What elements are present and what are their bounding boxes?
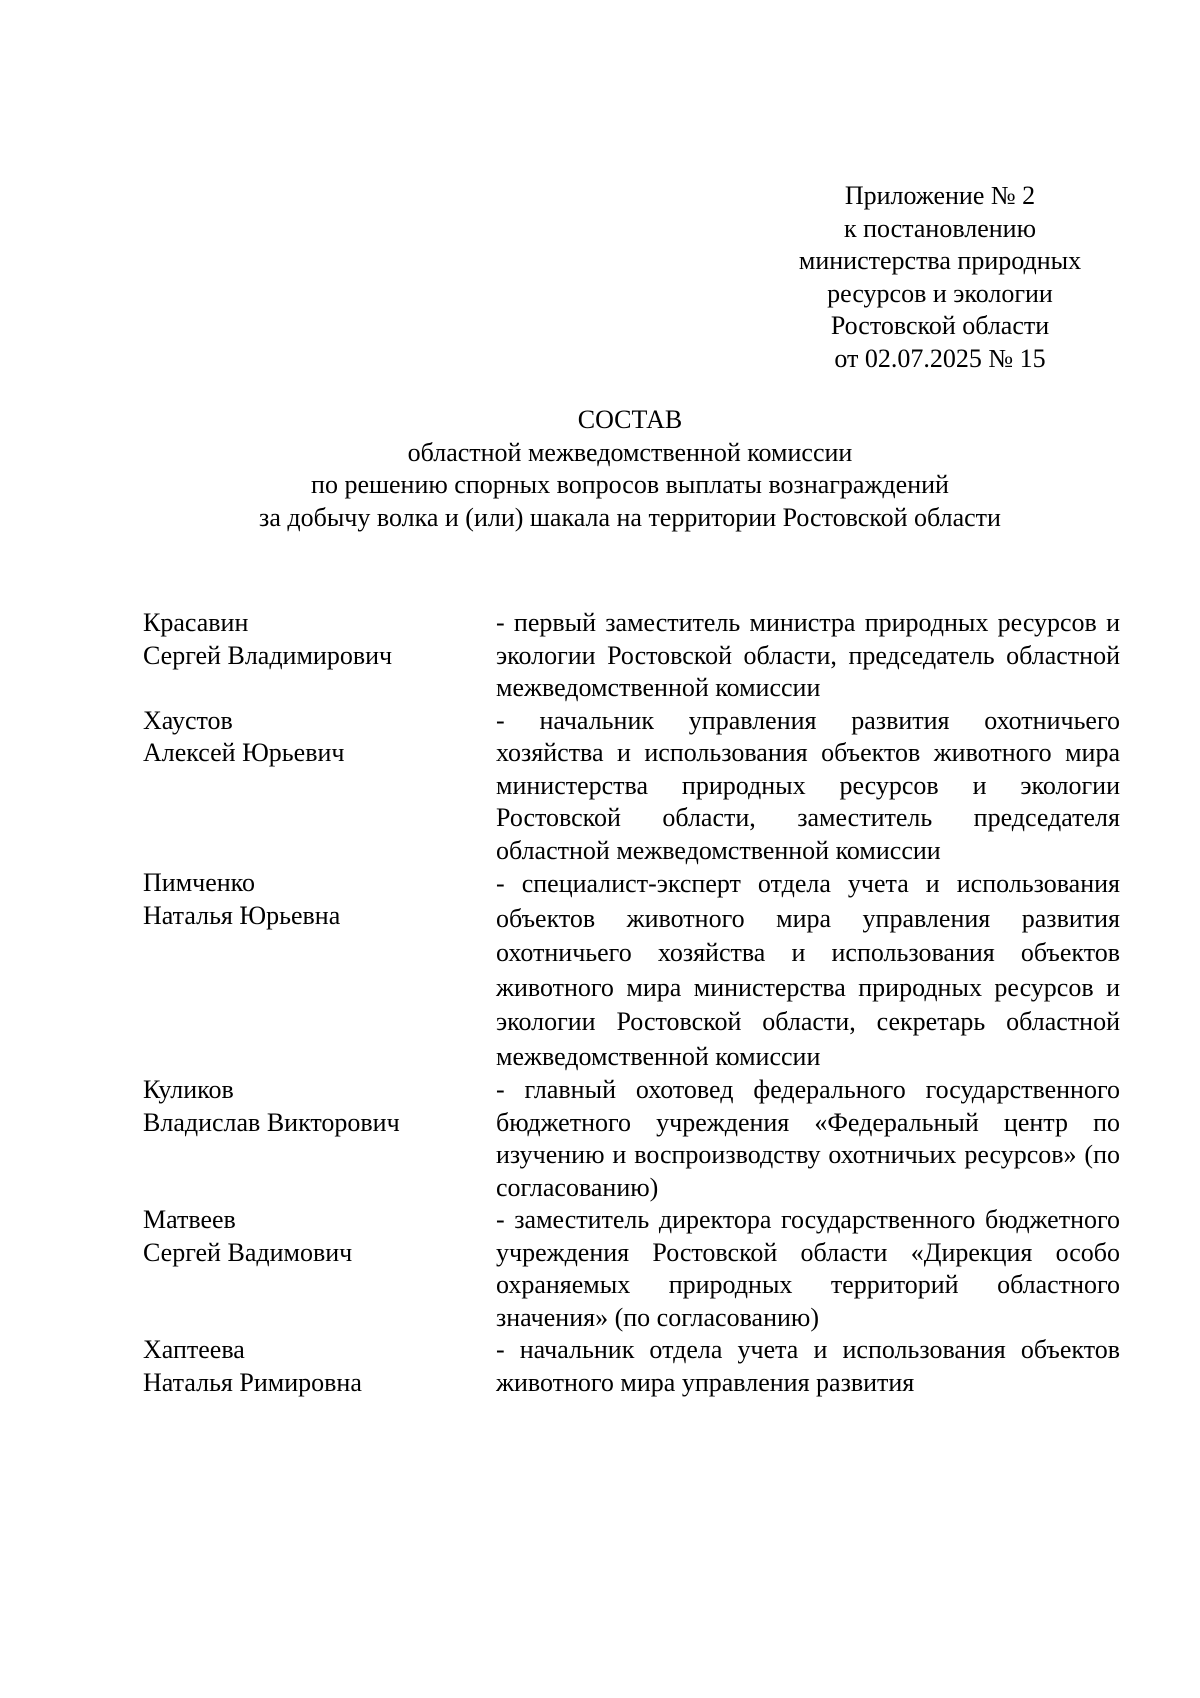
member-name <box>143 867 496 932</box>
document-subtitle-line: за добычу волка и (или) шакала на территории Ростовской области <box>259 502 1001 532</box>
member-given-names: Владислав Викторович <box>143 1107 400 1137</box>
member-name <box>143 1204 496 1269</box>
appendix-line: Ростовской области <box>830 311 1050 340</box>
member-name <box>143 607 496 672</box>
member-surname: Хаптеева <box>143 1335 245 1364</box>
member-row <box>143 867 1120 1074</box>
appendix-block <box>790 180 1090 375</box>
appendix-line: к постановлению <box>843 213 1037 243</box>
document-subtitle-line: областной межведомственной комиссии <box>407 437 853 467</box>
member-given-names: Алексей Юрьевич <box>143 738 345 767</box>
member-role: - главный охотовед федерального государственного бюджетного учреждения «Федеральный центр по изучению и воспроизводству охотничьих ресурсов» (по согласованию) <box>496 1075 1120 1202</box>
member-list <box>143 607 1120 1399</box>
document-title: СОСТАВ <box>577 405 683 434</box>
member-surname: Красавин <box>143 608 249 637</box>
member-row <box>143 1334 1120 1399</box>
appendix-line: министерства природных <box>798 246 1082 275</box>
document-heading <box>170 404 1090 534</box>
member-name <box>143 705 496 770</box>
document-subtitle-line: по решению спорных вопросов выплаты вознаграждений <box>311 470 949 499</box>
member-row <box>143 1074 1120 1204</box>
member-given-names: Наталья Римировна <box>143 1367 362 1397</box>
member-row <box>143 705 1120 868</box>
member-surname: Пимченко <box>143 868 255 897</box>
member-role: - первый заместитель министра природных ресурсов и экологии Ростовской области, председатель областной межведомственной комиссии <box>496 608 1120 702</box>
appendix-line: ресурсов и экологии <box>827 278 1053 308</box>
appendix-line: от 02.07.2025 № 15 <box>834 343 1046 373</box>
member-name <box>143 1074 496 1139</box>
member-name <box>143 1334 496 1399</box>
member-role: - специалист-эксперт отдела учета и использования объектов животного мира управления развития охотничьего хозяйства и использования объектов животного мира министерства природных ресурсов и экологии Ростовской области, секретарь областной межведомственной комиссии <box>496 869 1120 1071</box>
member-surname: Куликов <box>143 1075 234 1104</box>
member-row <box>143 607 1120 705</box>
member-row <box>143 1204 1120 1334</box>
member-given-names: Сергей Владимирович <box>143 640 393 670</box>
member-given-names: Наталья Юрьевна <box>143 900 341 930</box>
member-role: - начальник управления развития охотничьего хозяйства и использования объектов животного мира министерства природных ресурсов и экологии Ростовской области, заместитель председателя областной межведомственной комиссии <box>496 705 1120 865</box>
member-role: - заместитель директора государственного бюджетного учреждения Ростовской области «Дирекция особо охраняемых природных территорий областного значения» (по согласованию) <box>496 1205 1120 1332</box>
member-surname: Хаустов <box>143 705 233 735</box>
member-surname: Матвеев <box>143 1205 236 1234</box>
appendix-line: Приложение № 2 <box>844 181 1036 210</box>
member-role: - начальник отдела учета и использования объектов животного мира управления развития <box>496 1335 1120 1397</box>
member-given-names: Сергей Вадимович <box>143 1237 353 1267</box>
